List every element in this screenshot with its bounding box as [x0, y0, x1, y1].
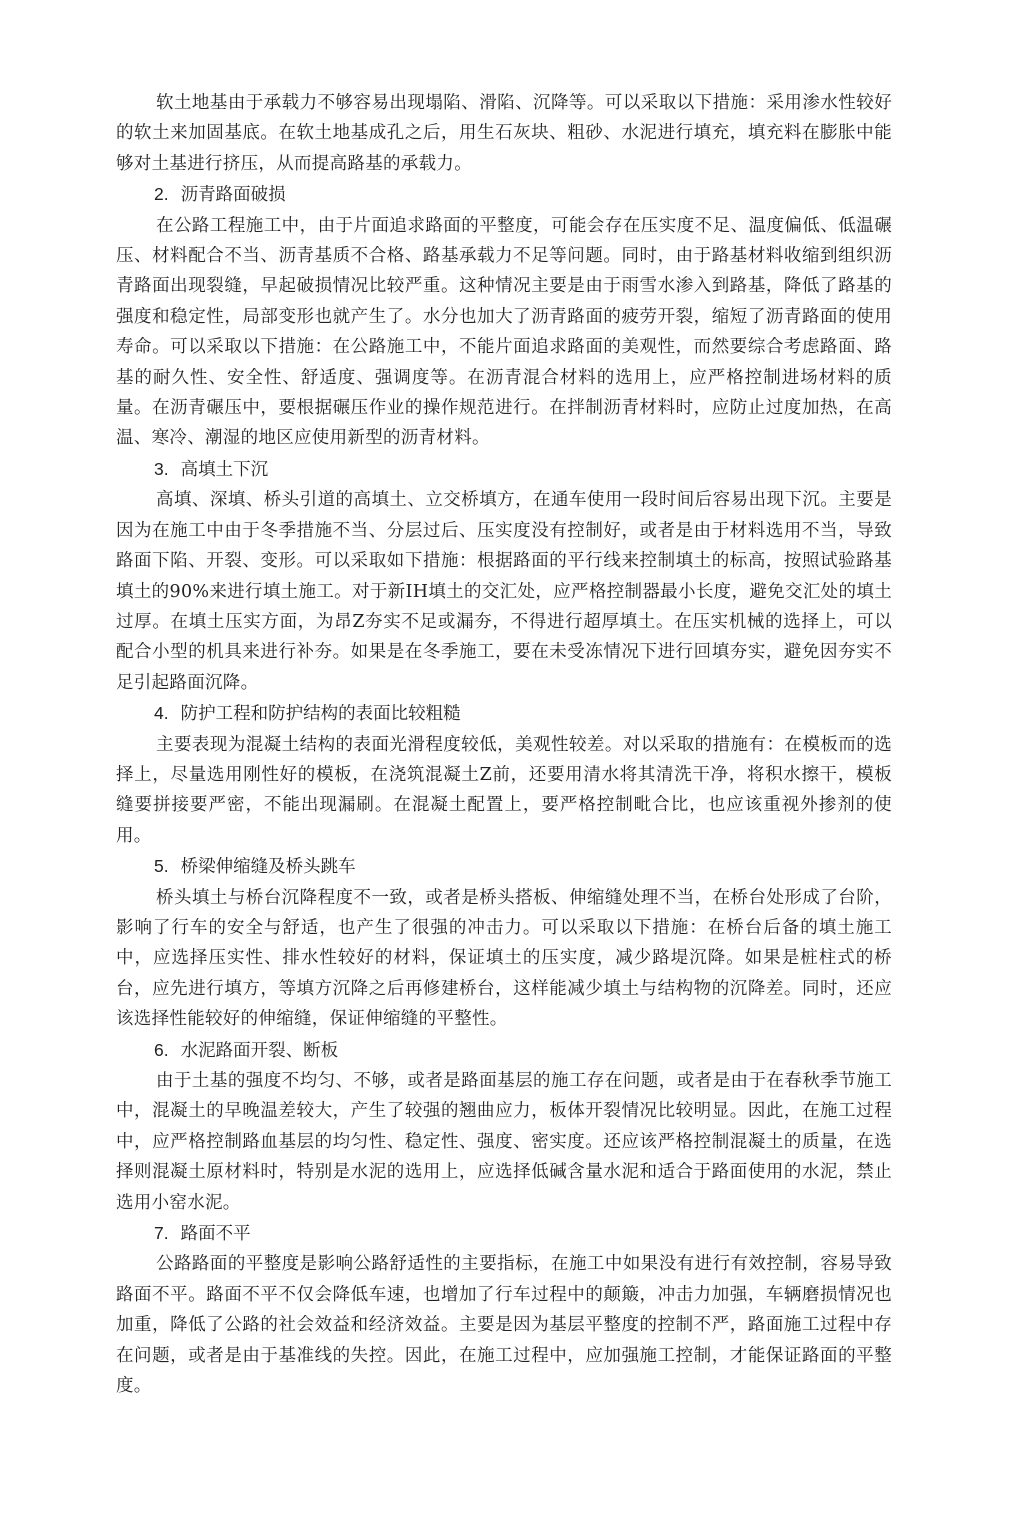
section-heading-7	[116, 1218, 892, 1249]
section-heading-6	[116, 1035, 892, 1066]
section-title: 桥梁伸缩缝及桥头跳车	[180, 857, 356, 878]
section-title: 路面不平	[180, 1224, 251, 1245]
section-number: 3.	[154, 458, 169, 479]
section-body-3: 高填、深填、桥头引道的高填土、立交桥填方，在通车使用一段时间后容易出现下沉。主要是因为在施工中由于冬季措施不当、分层过后、压实度没有控制好，或者是由于材料选用不当，导致路面下陷、开裂、变形。可以采取如下措施：根据路面的平行线来控制填土的标高，按照试验路基填土的90%来进行填土施工。对于新IH填土的交汇处，应严格控制器最小长度，避免交汇处的填土过厚。在填土压实方面，为昂Z夯实不足或漏夯，不得进行超厚填土。在压实机械的选择上，可以配合小型的机具来进行补夯。如果是在冬季施工，要在未受冻情况下进行回填夯实，避免因夯实不足引起路面沉降。	[116, 490, 892, 693]
section-heading-4	[116, 698, 892, 729]
section-body-6: 由于土基的强度不均匀、不够，或者是路面基层的施工存在问题，或者是由于在春秋季节施工中，混凝土的早晚温差较大，产生了较强的翘曲应力，板体开裂情况比较明显。因此，在施工过程中，应严格控制路血基层的均匀性、稳定性、强度、密实度。还应该严格控制混凝土的质量，在选择则混凝土原材料时，特别是水泥的选用上，应选择低碱含量水泥和适合于路面使用的水泥，禁止选用小窑水泥。	[116, 1071, 892, 1213]
section-number: 5.	[154, 856, 169, 877]
section-number: 6.	[154, 1039, 169, 1060]
section-body-7: 公路路面的平整度是影响公路舒适性的主要指标，在施工中如果没有进行有效控制，容易导致路面不平。路面不平不仅会降低车速，也增加了行车过程中的颠簸，冲击力加强，车辆磨损情况也加重，降低了公路的社会效益和经济效益。主要是因为基层平整度的控制不严，路面施工过程中存在问题，或者是由于基准线的失控。因此，在施工过程中，应加强施工控制，才能保证路面的平整度。	[116, 1254, 892, 1397]
section-body-5: 桥头填土与桥台沉降程度不一致，或者是桥头搭板、伸缩缝处理不当，在桥台处形成了台阶，影响了行车的安全与舒适，也产生了很强的冲击力。可以采取以下措施：在桥台后备的填土施工中，应选择压实性、排水性较好的材料，保证填土的压实度，减少路堤沉降。如果是桩柱式的桥台，应先进行填方，等填方沉降之后再修建桥台，这样能减少填土与结构物的沉降差。同时，还应该选择性能较好的伸缩缝，保证伸缩缝的平整性。	[116, 887, 892, 1030]
section-title: 高填土下沉	[180, 459, 269, 480]
section-number: 2.	[154, 184, 169, 205]
section-body-2: 在公路工程施工中，由于片面追求路面的平整度，可能会存在压实度不足、温度偏低、低温碾压、材料配合不当、沥青基质不合格、路基承载力不足等问题。同时，由于路基材料收缩到组织沥青路面出现裂缝，早起破损情况比较严重。这种情况主要是由于雨雪水渗入到路基，降低了路基的强度和稳定性，局部变形也就产生了。水分也加大了沥青路面的疲劳开裂，缩短了沥青路面的使用寿命。可以采取以下措施：在公路施工中，不能片面追求路面的美观性，而然要综合考虑路面、路基的耐久性、安全性、舒适度、强调度等。在沥青混合材料的选用上，应严格控制进场材料的质量。在沥青碾压中，要根据碾压作业的操作规范进行。在拌制沥青材料时，应防止过度加热，在高温、寒冷、潮湿的地区应使用新型的沥青材料。	[116, 215, 892, 449]
section-heading-5	[116, 851, 892, 882]
section-title: 沥青路面破损	[180, 185, 286, 206]
document-page	[116, 88, 892, 1401]
section-heading-3	[116, 454, 892, 485]
section-title: 水泥路面开裂、断板	[180, 1040, 339, 1061]
section-number: 4.	[154, 703, 169, 724]
intro-paragraph: 软土地基由于承载力不够容易出现塌陷、滑陷、沉降等。可以采取以下措施：采用渗水性较好的软土来加固基底。在软土地基成孔之后，用生石灰块、粗砂、水泥进行填充，填充料在膨胀中能够对土基进行挤压，从而提高路基的承载力。	[116, 93, 892, 174]
section-number: 7.	[154, 1223, 169, 1244]
section-heading-2	[116, 179, 892, 210]
section-body-4: 主要表现为混凝土结构的表面光滑程度较低，美观性较差。对以采取的措施有：在模板而的选择上，尽量选用刚性好的模板，在浇筑混凝土Z前，还要用清水将其清洗干净，将积水擦干，模板缝要拼接要严密，不能出现漏刷。在混凝土配置上，要严格控制毗合比，也应该重视外掺剂的使用。	[116, 734, 892, 846]
section-title: 防护工程和防护结构的表面比较粗糙	[180, 704, 461, 725]
